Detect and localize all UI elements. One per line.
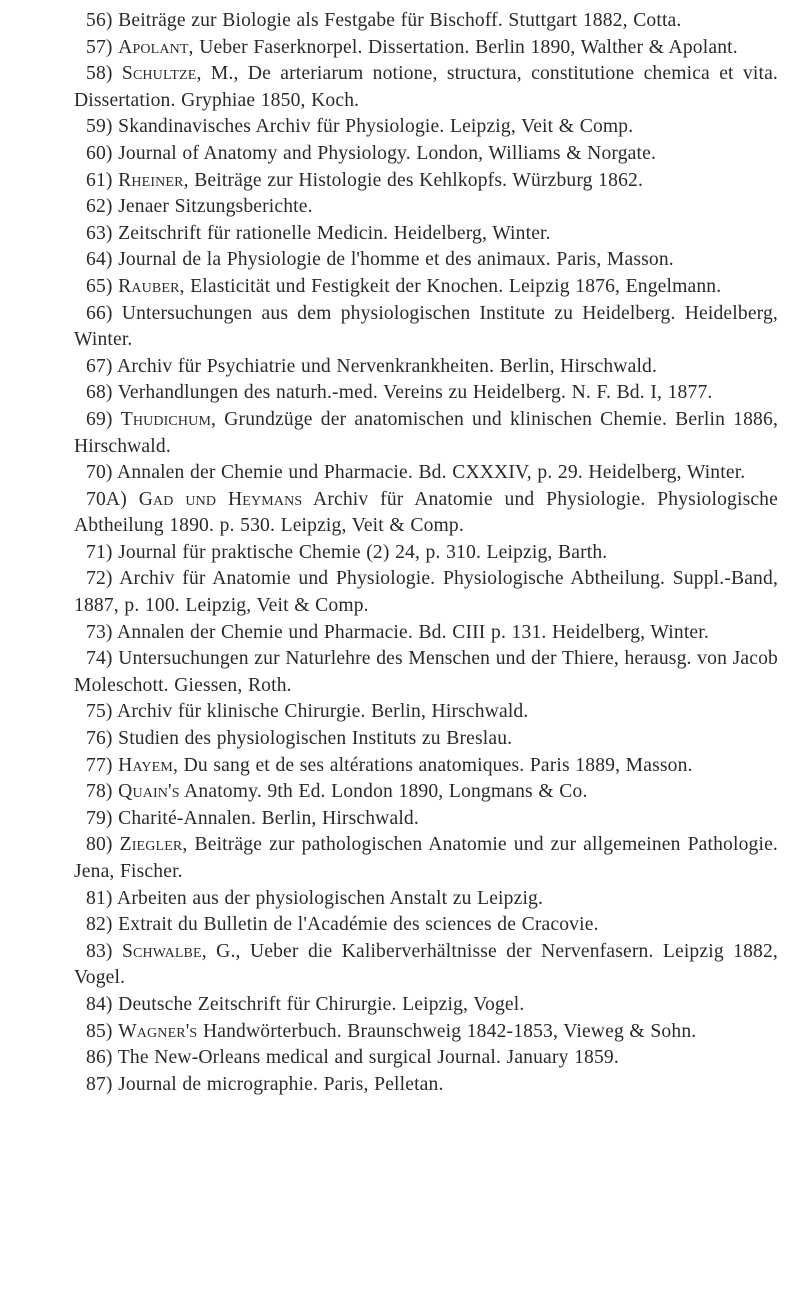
- reference-entry: [74, 886, 778, 913]
- reference-entry: [74, 114, 778, 141]
- reference-entry: [74, 460, 778, 487]
- reference-entry: [74, 912, 778, 939]
- reference-number: 59): [86, 116, 113, 138]
- reference-text: Elasticität und Festigkeit der Knochen. Leipzig 1876, Engelmann.: [190, 275, 722, 297]
- reference-number: 60): [86, 142, 113, 164]
- reference-author: Gad und Heymans: [138, 488, 303, 510]
- reference-number: 77): [86, 754, 113, 776]
- reference-number: 61): [86, 169, 113, 191]
- reference-text: Ueber Faserknorpel. Dissertation. Berlin 1890, Walther & Apolant.: [199, 36, 738, 58]
- reference-text: Beiträge zur Biologie als Festgabe für Bischoff. Stuttgart 1882, Cotta.: [118, 10, 682, 31]
- reference-entry: [74, 540, 778, 567]
- reference-text: Annalen der Chemie und Pharmacie. Bd. CXXXIV, p. 29. Heidelberg, Winter.: [117, 462, 746, 484]
- reference-text: Verhandlungen des naturh.-med. Vereins zu Heidelberg. N. F. Bd. I, 1877.: [117, 382, 713, 404]
- reference-number: 64): [86, 249, 113, 271]
- reference-number: 76): [86, 728, 113, 750]
- reference-text: Annalen der Chemie und Pharmacie. Bd. CIII p. 131. Heidelberg, Winter.: [117, 621, 709, 643]
- reference-number: 57): [86, 36, 113, 58]
- reference-entry: [74, 168, 778, 195]
- reference-text: Untersuchungen zur Naturlehre des Menschen und der Thiere, herausg. von Jacob Moleschott. Giessen, Roth.: [74, 648, 778, 696]
- reference-number: 66): [86, 302, 113, 324]
- reference-number: 87): [86, 1073, 113, 1095]
- reference-entry: [74, 779, 778, 806]
- reference-entry: [74, 301, 778, 354]
- reference-number: 69): [86, 408, 113, 430]
- reference-number: 58): [86, 63, 113, 85]
- reference-number: 83): [86, 940, 113, 962]
- reference-text: Zeitschrift für rationelle Medicin. Heidelberg, Winter.: [118, 222, 551, 244]
- reference-entry: [74, 1019, 778, 1046]
- reference-number: 78): [86, 781, 113, 803]
- reference-entry: [74, 61, 778, 114]
- reference-author: Schwalbe,: [121, 940, 207, 962]
- reference-text: Jenaer Sitzungsberichte.: [118, 196, 313, 218]
- reference-entry: [74, 8, 778, 35]
- reference-number: 80): [86, 834, 113, 856]
- reference-text: Extrait du Bulletin de l'Académie des sciences de Cracovie.: [118, 914, 599, 936]
- reference-author: Apolant,: [118, 36, 194, 58]
- reference-number: 71): [86, 541, 113, 563]
- reference-number: 56): [86, 10, 113, 31]
- reference-entry: [74, 939, 778, 992]
- reference-author: Quain's: [118, 781, 180, 803]
- reference-number: 86): [86, 1047, 113, 1069]
- reference-number: 75): [86, 701, 113, 723]
- reference-text: Beiträge zur Histologie des Kehlkopfs. Würzburg 1862.: [194, 169, 644, 191]
- reference-author: Wagner's: [118, 1020, 198, 1042]
- reference-entry: [74, 1072, 778, 1099]
- reference-number: 82): [86, 914, 113, 936]
- reference-entry: [74, 354, 778, 381]
- reference-entry: [74, 699, 778, 726]
- reference-entry: [74, 487, 778, 540]
- reference-text: Du sang et de ses altérations anatomiques. Paris 1889, Masson.: [183, 754, 693, 776]
- reference-text: Deutsche Zeitschrift für Chirurgie. Leipzig, Vogel.: [118, 993, 525, 1015]
- reference-author: Rauber,: [118, 275, 185, 297]
- reference-text: Journal für praktische Chemie (2) 24, p. 310. Leipzig, Barth.: [118, 541, 608, 563]
- reference-number: 67): [86, 355, 113, 377]
- reference-text: Skandinavisches Archiv für Physiologie. Leipzig, Veit & Comp.: [118, 116, 634, 138]
- reference-text: Beiträge zur pathologischen Anatomie und zur allgemeinen Pathologie. Jena, Fischer.: [74, 834, 778, 882]
- reference-text: Untersuchungen aus dem physiologischen Institute zu Heidelberg. Heidelberg, Winter.: [74, 302, 778, 351]
- reference-text: Anatomy. 9th Ed. London 1890, Longmans & Co.: [184, 781, 588, 803]
- reference-list: [74, 8, 778, 1098]
- reference-text: Arbeiten aus der physiologischen Anstalt zu Leipzig.: [117, 887, 544, 909]
- reference-number: 68): [86, 382, 113, 404]
- reference-number: 79): [86, 807, 113, 829]
- reference-number: 62): [86, 196, 113, 218]
- reference-entry: [74, 753, 778, 780]
- reference-author: Schultze,: [121, 63, 202, 85]
- reference-entry: [74, 194, 778, 221]
- reference-number: 73): [86, 621, 113, 643]
- reference-entry: [74, 620, 778, 647]
- reference-entry: [74, 35, 778, 62]
- reference-author: Thudichum,: [120, 408, 217, 430]
- reference-text: Grundzüge der anatomischen und klinischen Chemie. Berlin 1886, Hirschwald.: [74, 408, 778, 457]
- reference-text: Journal de la Physiologie de l'homme et des animaux. Paris, Masson.: [118, 249, 674, 271]
- reference-entry: [74, 274, 778, 301]
- reference-text: Archiv für klinische Chirurgie. Berlin, Hirschwald.: [117, 701, 529, 723]
- reference-entry: [74, 806, 778, 833]
- reference-entry: [74, 726, 778, 753]
- reference-text: Archiv für Psychiatrie und Nervenkrankheiten. Berlin, Hirschwald.: [117, 355, 658, 377]
- reference-number: 70): [86, 462, 113, 484]
- reference-number: 85): [86, 1020, 113, 1042]
- reference-number: 70A): [86, 488, 127, 510]
- reference-text: Archiv für Anatomie und Physiologie. Physiologische Abtheilung. Suppl.-Band, 1887, p. 100. Leipzig, Veit & Comp.: [74, 568, 779, 617]
- reference-text: Charité-Annalen. Berlin, Hirschwald.: [118, 807, 419, 829]
- reference-number: 65): [86, 275, 113, 297]
- reference-text: G., Ueber die Kaliberverhältnisse der Nervenfasern. Leipzig 1882, Vogel.: [74, 940, 778, 989]
- reference-number: 74): [86, 648, 113, 670]
- reference-author: Ziegler,: [119, 834, 188, 856]
- reference-entry: [74, 380, 778, 407]
- reference-entry: [74, 141, 778, 168]
- reference-entry: [74, 221, 778, 248]
- reference-author: Hayem,: [118, 754, 179, 776]
- reference-number: 63): [86, 222, 113, 244]
- reference-text: Studien des physiologischen Instituts zu Breslau.: [118, 728, 513, 750]
- reference-number: 84): [86, 993, 113, 1015]
- reference-text: M., De arteriarum notione, structura, constitutione chemica et vita. Dissertation. Gryphiae 1850, Koch.: [74, 63, 778, 111]
- reference-entry: [74, 407, 778, 460]
- reference-text: Journal de micrographie. Paris, Pelletan.: [118, 1073, 444, 1095]
- reference-entry: [74, 992, 778, 1019]
- reference-entry: [74, 247, 778, 274]
- reference-number: 81): [86, 887, 113, 909]
- reference-entry: [74, 646, 778, 699]
- reference-entry: [74, 1045, 778, 1072]
- reference-entry: [74, 566, 778, 619]
- reference-author: Rheiner,: [118, 169, 189, 191]
- reference-entry: [74, 832, 778, 885]
- reference-text: Journal of Anatomy and Physiology. London, Williams & Norgate.: [118, 142, 657, 164]
- reference-number: 72): [86, 568, 113, 590]
- reference-text: Handwörterbuch. Braunschweig 1842-1853, Vieweg & Sohn.: [202, 1020, 697, 1042]
- reference-text: Archiv für Anatomie und Physiologie. Physiologische Abtheilung 1890. p. 530. Leipzig, Veit & Comp.: [74, 488, 778, 537]
- reference-text: The New-Orleans medical and surgical Journal. January 1859.: [117, 1047, 619, 1069]
